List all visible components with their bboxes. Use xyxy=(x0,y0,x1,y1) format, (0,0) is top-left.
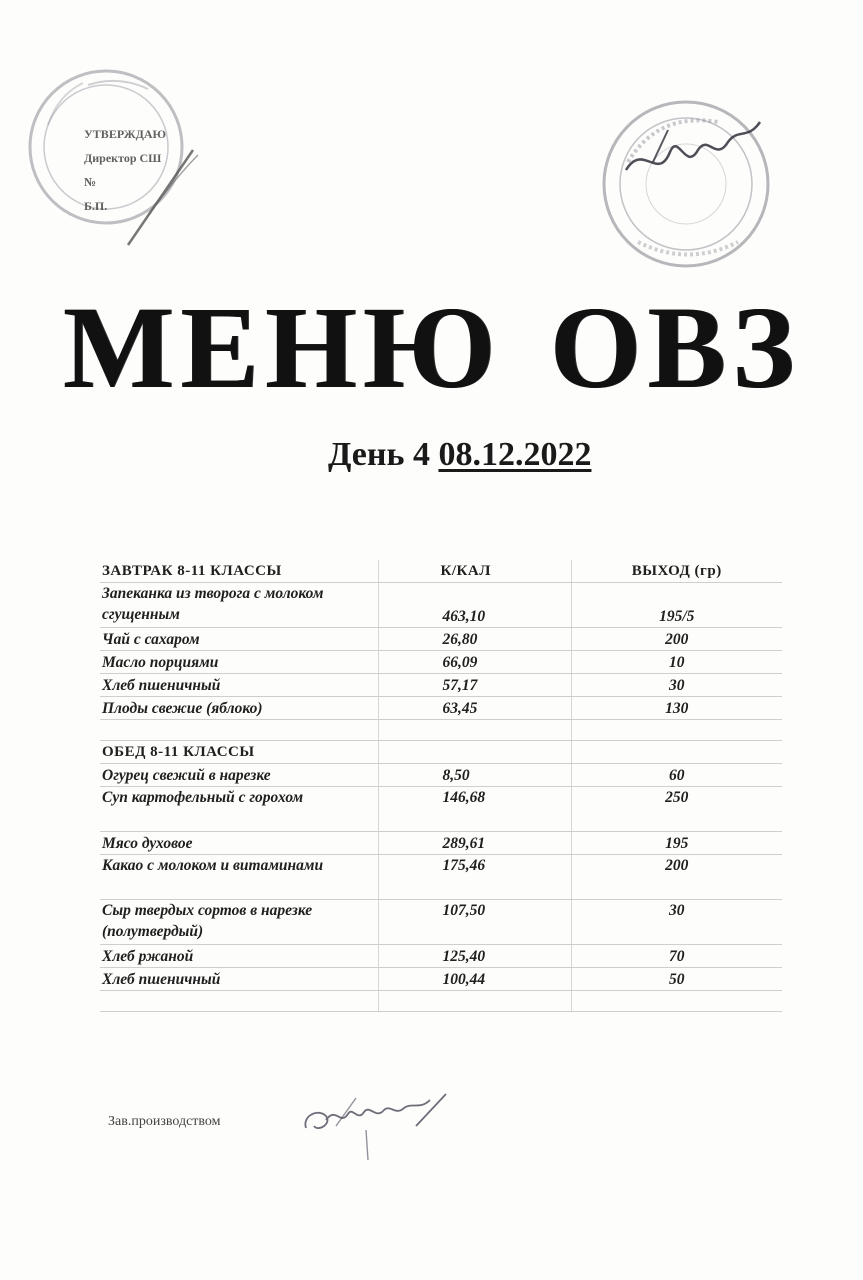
dish-name: Масло порциями xyxy=(100,651,378,674)
table-row xyxy=(100,968,782,991)
dish-name: Запеканка из творога с молоком сгущенным xyxy=(100,583,378,628)
day-heading xyxy=(328,436,591,474)
dish-name: Мясо духовое xyxy=(100,832,378,855)
header-output: ВЫХОД (гр) xyxy=(571,560,782,583)
dish-name: Суп картофельный с горохом xyxy=(100,787,378,832)
dish-kcal: 26,80 xyxy=(378,628,571,651)
round-seal-right xyxy=(598,92,778,277)
dish-kcal: 57,17 xyxy=(378,674,571,697)
production-manager-label: Зав.производством xyxy=(108,1114,221,1129)
table-row xyxy=(100,628,782,651)
table-spacer-row xyxy=(100,720,782,741)
approval-line: Б.П. xyxy=(84,199,108,213)
approval-line: Директор СШ xyxy=(84,151,162,165)
table-row xyxy=(100,900,782,945)
dish-kcal: 463,10 xyxy=(378,583,571,628)
day-date: 08.12.2022 xyxy=(438,436,592,473)
approval-line: № xyxy=(84,175,97,189)
dish-output: 195/5 xyxy=(571,583,782,628)
table-spacer-row xyxy=(100,991,782,1012)
dish-name: Какао с молоком и витаминами xyxy=(100,855,378,900)
dish-kcal: 146,68 xyxy=(378,787,571,832)
dish-kcal: 125,40 xyxy=(378,945,571,968)
table-row xyxy=(100,764,782,787)
day-label: День 4 xyxy=(328,436,439,473)
dish-name: Хлеб ржаной xyxy=(100,945,378,968)
dish-name: Огурец свежий в нарезке xyxy=(100,764,378,787)
dish-output: 200 xyxy=(571,855,782,900)
lunch-section-row xyxy=(100,741,782,764)
dish-name: Плоды свежие (яблоко) xyxy=(100,697,378,720)
approval-text xyxy=(84,122,214,218)
dish-kcal: 175,46 xyxy=(378,855,571,900)
dish-kcal: 8,50 xyxy=(378,764,571,787)
dish-output: 200 xyxy=(571,628,782,651)
table-header-row xyxy=(100,560,782,583)
dish-name: Хлеб пшеничный xyxy=(100,968,378,991)
dish-kcal: 66,09 xyxy=(378,651,571,674)
dish-output: 130 xyxy=(571,697,782,720)
dish-name: Чай с сахаром xyxy=(100,628,378,651)
dish-kcal: 100,44 xyxy=(378,968,571,991)
table-row xyxy=(100,697,782,720)
dish-output: 250 xyxy=(571,787,782,832)
table-row xyxy=(100,945,782,968)
table-row xyxy=(100,583,782,628)
table-row xyxy=(100,787,782,832)
dish-kcal: 63,45 xyxy=(378,697,571,720)
dish-name: Хлеб пшеничный xyxy=(100,674,378,697)
dish-output: 30 xyxy=(571,674,782,697)
page-title xyxy=(0,280,863,416)
title-word-menu: МЕНЮ xyxy=(62,282,502,413)
header-kcal: К/КАЛ xyxy=(378,560,571,583)
dish-output: 70 xyxy=(571,945,782,968)
title-word-ovz: ОВЗ xyxy=(549,282,801,413)
dish-output: 30 xyxy=(571,900,782,945)
table-row xyxy=(100,832,782,855)
table-row xyxy=(100,674,782,697)
header-meal: ЗАВТРАК 8-11 КЛАССЫ xyxy=(100,560,378,583)
handwritten-signature xyxy=(296,1086,456,1166)
dish-name: Сыр твердых сортов в нарезке (полутвердый) xyxy=(100,900,378,945)
approval-line: УТВЕРЖДАЮ xyxy=(84,127,167,141)
dish-output: 50 xyxy=(571,968,782,991)
dish-output: 10 xyxy=(571,651,782,674)
menu-table xyxy=(100,560,782,1012)
lunch-header: ОБЕД 8-11 КЛАССЫ xyxy=(100,741,378,764)
table-row xyxy=(100,855,782,900)
table-row xyxy=(100,651,782,674)
dish-kcal: 289,61 xyxy=(378,832,571,855)
dish-kcal: 107,50 xyxy=(378,900,571,945)
dish-output: 195 xyxy=(571,832,782,855)
dish-output: 60 xyxy=(571,764,782,787)
